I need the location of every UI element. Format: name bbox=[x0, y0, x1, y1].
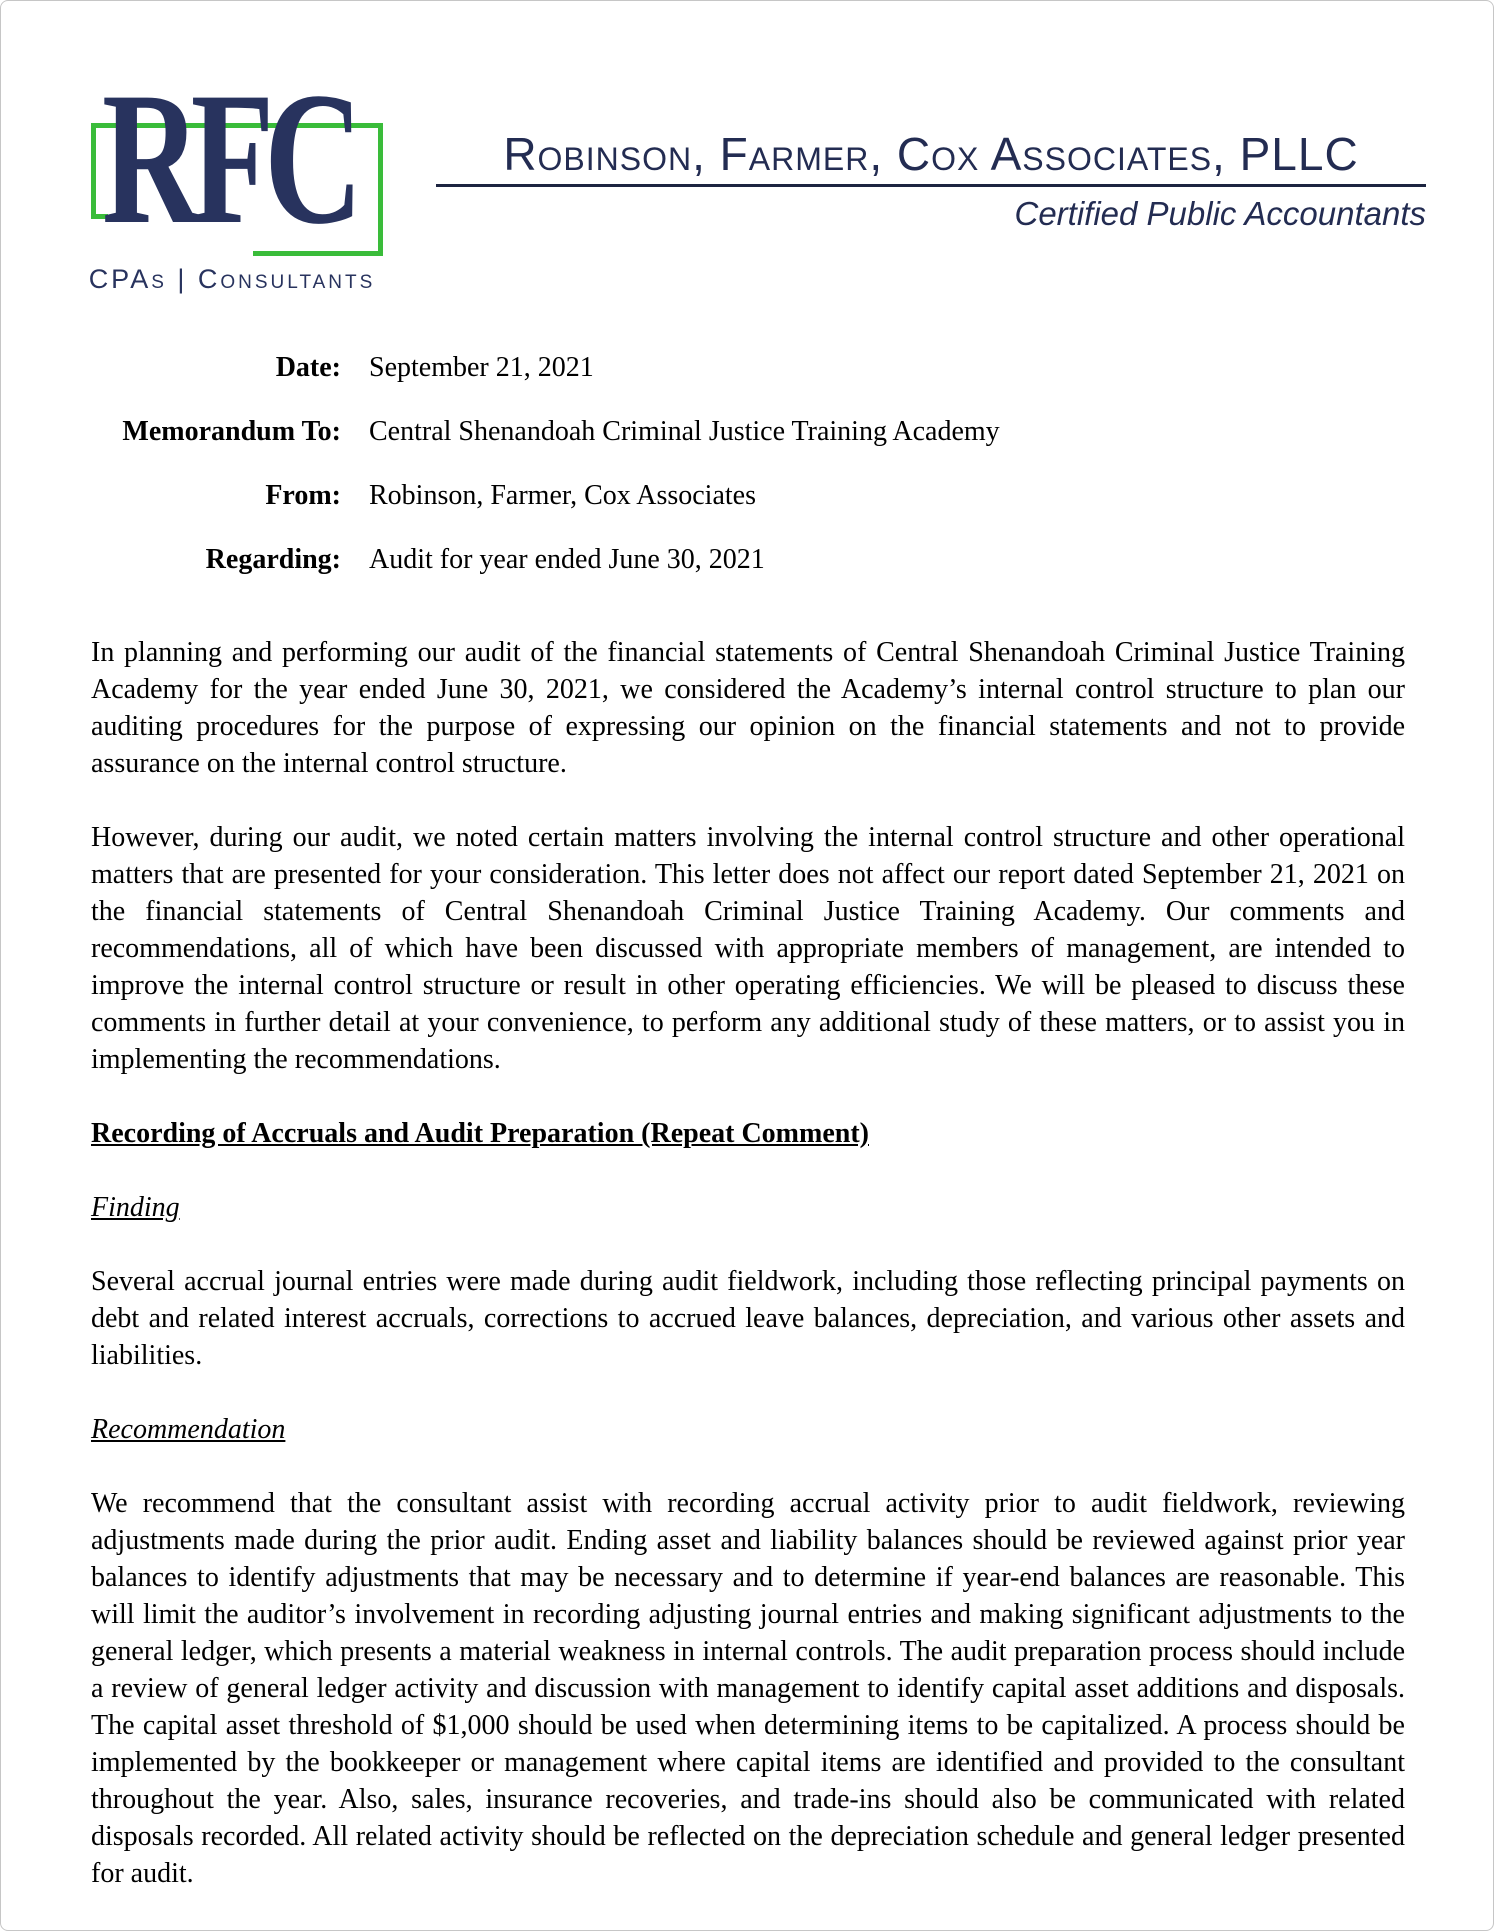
finding-heading: Finding bbox=[91, 1192, 180, 1223]
letterhead bbox=[436, 129, 1426, 233]
memo-value: Audit for year ended June 30, 2021 bbox=[369, 544, 765, 575]
memo-label: Date: bbox=[275, 352, 341, 383]
memo-label: From: bbox=[265, 480, 341, 511]
recommendation-paragraph: We recommend that the consultant assist with recording accrual activity prior to audit fieldwork, reviewing adjustments made during the prior audit. Ending asset and liability balances should be reviewed against prior year balances to identify adjustments that may be necessary and to determine if year-end balances are reasonable. This will limit the auditor’s involvement in recording adjusting journal entries and making significant adjustments to the general ledger, which presents a material weakness in internal controls. The audit preparation process should include a review of general ledger activity and discussion with management to identify capital asset additions and disposals. The capital asset threshold of $1,000 should be used when determining items to be capitalized. A process should be implemented by the bookkeeper or management where capital items are identified and provided to the consultant throughout the year. Also, sales, insurance recoveries, and trade-ins should also be communicated with related disposals recorded. All related activity should be reflected on the depreciation schedule and general ledger presented for audit. bbox=[91, 1488, 1405, 1889]
consideration-paragraph: However, during our audit, we noted certain matters involving the internal control structure and other operational matters that are presented for your consideration. This letter does not affect our report dated September 21, 2021 on the financial statements of Central Shenandoah Criminal Justice Training Academy. Our comments and recommendations, all of which have been discussed with appropriate members of management, are intended to improve the internal control structure or result in other operating efficiencies. We will be pleased to discuss these comments in further detail at your convenience, to perform any additional study of these matters, or to assist you in implementing the recommendations. bbox=[91, 822, 1405, 1075]
header-rule bbox=[436, 184, 1426, 187]
memo-row-from bbox=[91, 477, 1405, 514]
section-heading: Recording of Accruals and Audit Preparation (Repeat Comment) bbox=[91, 1118, 869, 1149]
memo-value: Central Shenandoah Criminal Justice Training Academy bbox=[369, 416, 1000, 447]
finding-paragraph: Several accrual journal entries were made during audit fieldwork, including those reflecting principal payments on debt and related interest accruals, corrections to accrued leave balances, depreciation, and various other assets and liabilities. bbox=[91, 1266, 1405, 1371]
memo-row-date bbox=[91, 349, 1405, 386]
logo-letters: RFC bbox=[102, 54, 353, 264]
logo-tagline: CPAs | Consultants bbox=[88, 264, 376, 294]
memo-label: Regarding: bbox=[205, 544, 341, 575]
logo-frame-left bbox=[91, 123, 96, 219]
memo-row-regarding bbox=[91, 541, 1405, 578]
rfc-logo bbox=[76, 54, 388, 306]
recommendation-heading: Recommendation bbox=[91, 1414, 286, 1445]
intro-paragraph: In planning and performing our audit of the financial statements of Central Shenandoah Criminal Justice Training Academy for the year ended June 30, 2021, we considered the Academy’s internal control structure to plan our auditing procedures for the purpose of expressing our opinion on the financial statements and not to provide assurance on the internal control structure. bbox=[91, 637, 1405, 779]
memo-row-to bbox=[91, 413, 1405, 450]
firm-subtitle: Certified Public Accountants bbox=[1014, 194, 1426, 232]
memo-value: Robinson, Farmer, Cox Associates bbox=[369, 480, 756, 511]
memo-value: September 21, 2021 bbox=[369, 352, 594, 383]
memo-fields bbox=[91, 349, 1405, 605]
firm-name: Robinson, Farmer, Cox Associates, PLLC bbox=[503, 128, 1359, 180]
logo-frame-right bbox=[378, 123, 383, 256]
letter-body bbox=[91, 634, 1405, 1929]
memo-label: Memorandum To: bbox=[122, 416, 341, 447]
